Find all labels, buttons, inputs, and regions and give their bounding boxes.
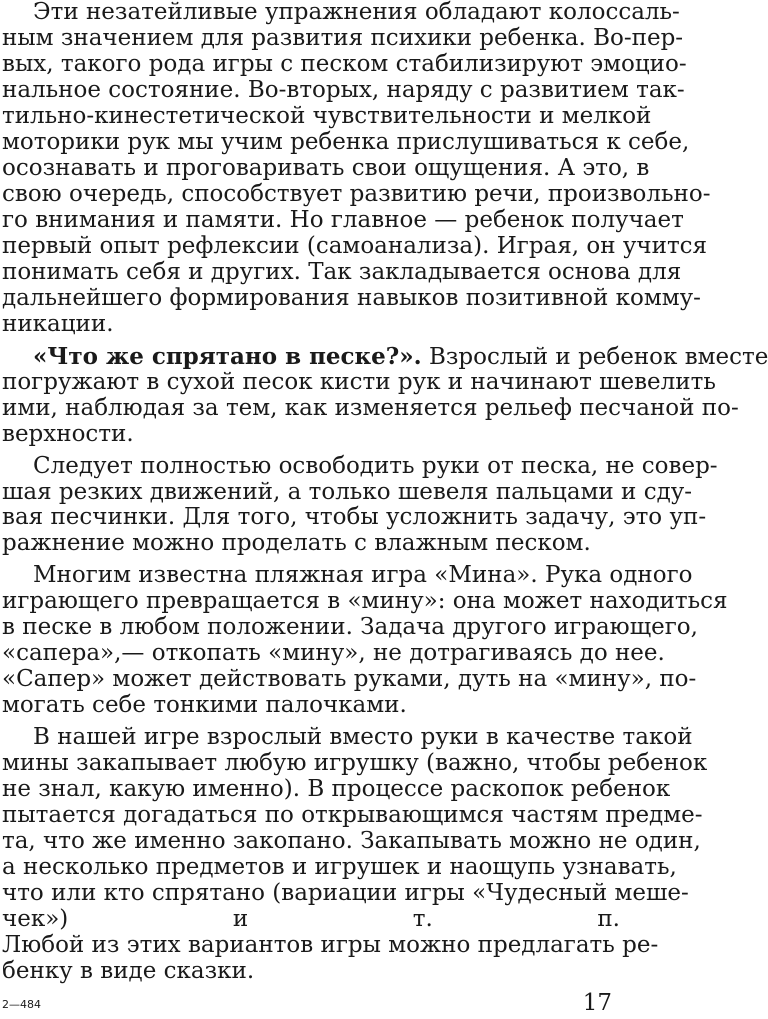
text-line: бенку в виде сказки. bbox=[2, 958, 255, 985]
text-line: первый опыт рефлексии (самоанализа). Играя, он учится bbox=[2, 232, 708, 259]
heading-rest: Взрослый и ребенок вместе bbox=[421, 343, 768, 370]
text-line: Многим известна пляжная игра «Мина». Рука одного bbox=[33, 562, 693, 589]
text-line: ным значением для развития психики ребенка. Во-пер- bbox=[2, 24, 684, 51]
text-line: в песке в любом положении. Задача другого играющего, bbox=[2, 614, 698, 641]
text-line: играющего превращается в «мину»: она может находиться bbox=[2, 588, 728, 615]
text-line: осознавать и проговаривать свои ощущения. А это, в bbox=[2, 154, 650, 181]
text-line: нальное состояние. Во-вторых, наряду с развитием так- bbox=[2, 76, 685, 103]
text-line: ими, наблюдая за тем, как изменяется рельеф песчаной по- bbox=[2, 394, 739, 421]
text-line: верхности. bbox=[2, 420, 134, 447]
text-line: вая песчинки. Для того, чтобы усложнить задачу, это уп- bbox=[2, 504, 707, 531]
text-line: Любой из этих вариантов игры можно предлагать ре- bbox=[2, 932, 659, 959]
text-line: свою очередь, способствует развитию речи, произвольно- bbox=[2, 180, 711, 207]
text-line: «сапера»,— откопать «мину», не дотрагиваясь до нее. bbox=[2, 640, 665, 667]
text-line: что или кто спрятано (вариации игры «Чудесный меше- bbox=[2, 880, 689, 907]
text-line: Эти незатейливые упражнения обладают колоссаль- bbox=[33, 0, 680, 25]
text-line: Следует полностью освободить руки от песка, не совер- bbox=[33, 452, 718, 479]
text-line: В нашей игре взрослый вместо руки в качестве такой bbox=[33, 724, 693, 751]
text-line: не знал, какую именно). В процессе раскопок ребенок bbox=[2, 776, 671, 803]
text-line: могать себе тонкими палочками. bbox=[2, 692, 407, 719]
text-line: тильно-кинестетической чувствительности и мелкой bbox=[2, 102, 652, 129]
text-line: шая резких движений, а только шевеля пальцами и сду- bbox=[2, 478, 693, 505]
text-line: го внимания и памяти. Но главное — ребенок получает bbox=[2, 206, 684, 233]
section-heading: «Что же спрятано в песке?». bbox=[33, 342, 422, 370]
text-line: пытается догадаться по открывающимся частям предме- bbox=[2, 802, 703, 829]
text-line: моторики рук мы учим ребенка прислушиваться к себе, bbox=[2, 128, 690, 155]
text-line: чек») и т. п. bbox=[2, 906, 620, 933]
text-line: никации. bbox=[2, 310, 114, 337]
text-line: ражнение можно проделать с влажным песком. bbox=[2, 530, 591, 557]
text-line: дальнейшего формирования навыков позитивной комму- bbox=[2, 284, 701, 311]
text-line: а несколько предметов и игрушек и наощупь узнавать, bbox=[2, 854, 677, 881]
text-line: та, что же именно закопано. Закапывать можно не один, bbox=[2, 828, 701, 855]
text-line: мины закапывает любую игрушку (важно, чтобы ребенок bbox=[2, 750, 708, 777]
text-line: погружают в сухой песок кисти рук и начинают шевелить bbox=[2, 368, 716, 395]
printer-signature: 2—484 bbox=[2, 998, 41, 1011]
page-number: 17 bbox=[582, 990, 612, 1016]
text-line: вых, такого рода игры с песком стабилизируют эмоцио- bbox=[2, 50, 687, 77]
text-line: «Сапер» может действовать руками, дуть на «мину», по- bbox=[2, 666, 697, 693]
text-line: понимать себя и других. Так закладывается основа для bbox=[2, 258, 682, 285]
text-line-heading bbox=[33, 342, 768, 370]
